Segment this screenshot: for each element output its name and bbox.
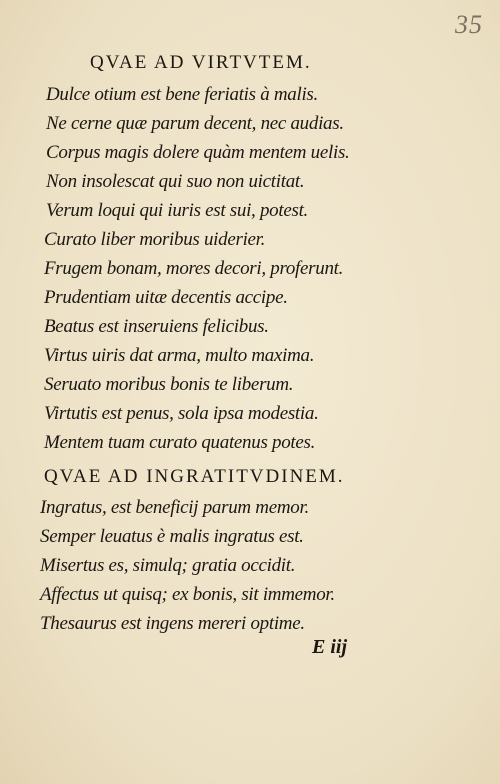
page-number: 35 xyxy=(455,10,483,39)
verse-line: Verum loqui qui iuris est sui, potest. xyxy=(46,200,308,221)
verse-line: Seruato moribus bonis te liberum. xyxy=(44,374,294,395)
verse-line: Ne cerne quæ parum decent, nec audias. xyxy=(46,113,344,134)
verse-line: Ingratus, est beneficij parum memor. xyxy=(40,497,309,518)
verse-line: Beatus est inseruiens felicibus. xyxy=(44,316,269,337)
verse-line: Mentem tuam curato quatenus potes. xyxy=(44,432,316,453)
verse-line: Virtutis est penus, sola ipsa modestia. xyxy=(44,403,319,424)
section-heading-ingratitude: QVAE AD INGRATITVDINEM. xyxy=(44,466,345,487)
signature-mark: E iij xyxy=(312,636,348,658)
section-heading-virtue: QVAE AD VIRTVTEM. xyxy=(90,52,312,73)
verse-line: Misertus es, simulq; gratia occidit. xyxy=(40,555,296,576)
verse-line: Semper leuatus è malis ingratus est. xyxy=(40,526,304,547)
verse-line: Frugem bonam, mores decori, proferunt. xyxy=(44,258,344,279)
verse-line: Virtus uiris dat arma, multo maxima. xyxy=(44,345,315,366)
verse-line: Corpus magis dolere quàm mentem uelis. xyxy=(46,142,350,163)
verse-line: Dulce otium est bene feriatis à malis. xyxy=(46,84,318,105)
verse-line: Non insolescat qui suo non uictitat. xyxy=(46,171,305,192)
verse-line: Thesaurus est ingens mereri optime. xyxy=(40,613,305,634)
verse-line: Curato liber moribus uiderier. xyxy=(44,229,266,250)
verse-line: Prudentiam uitæ decentis accipe. xyxy=(44,287,288,308)
verse-line: Affectus ut quisq; ex bonis, sit immemor. xyxy=(40,584,335,605)
